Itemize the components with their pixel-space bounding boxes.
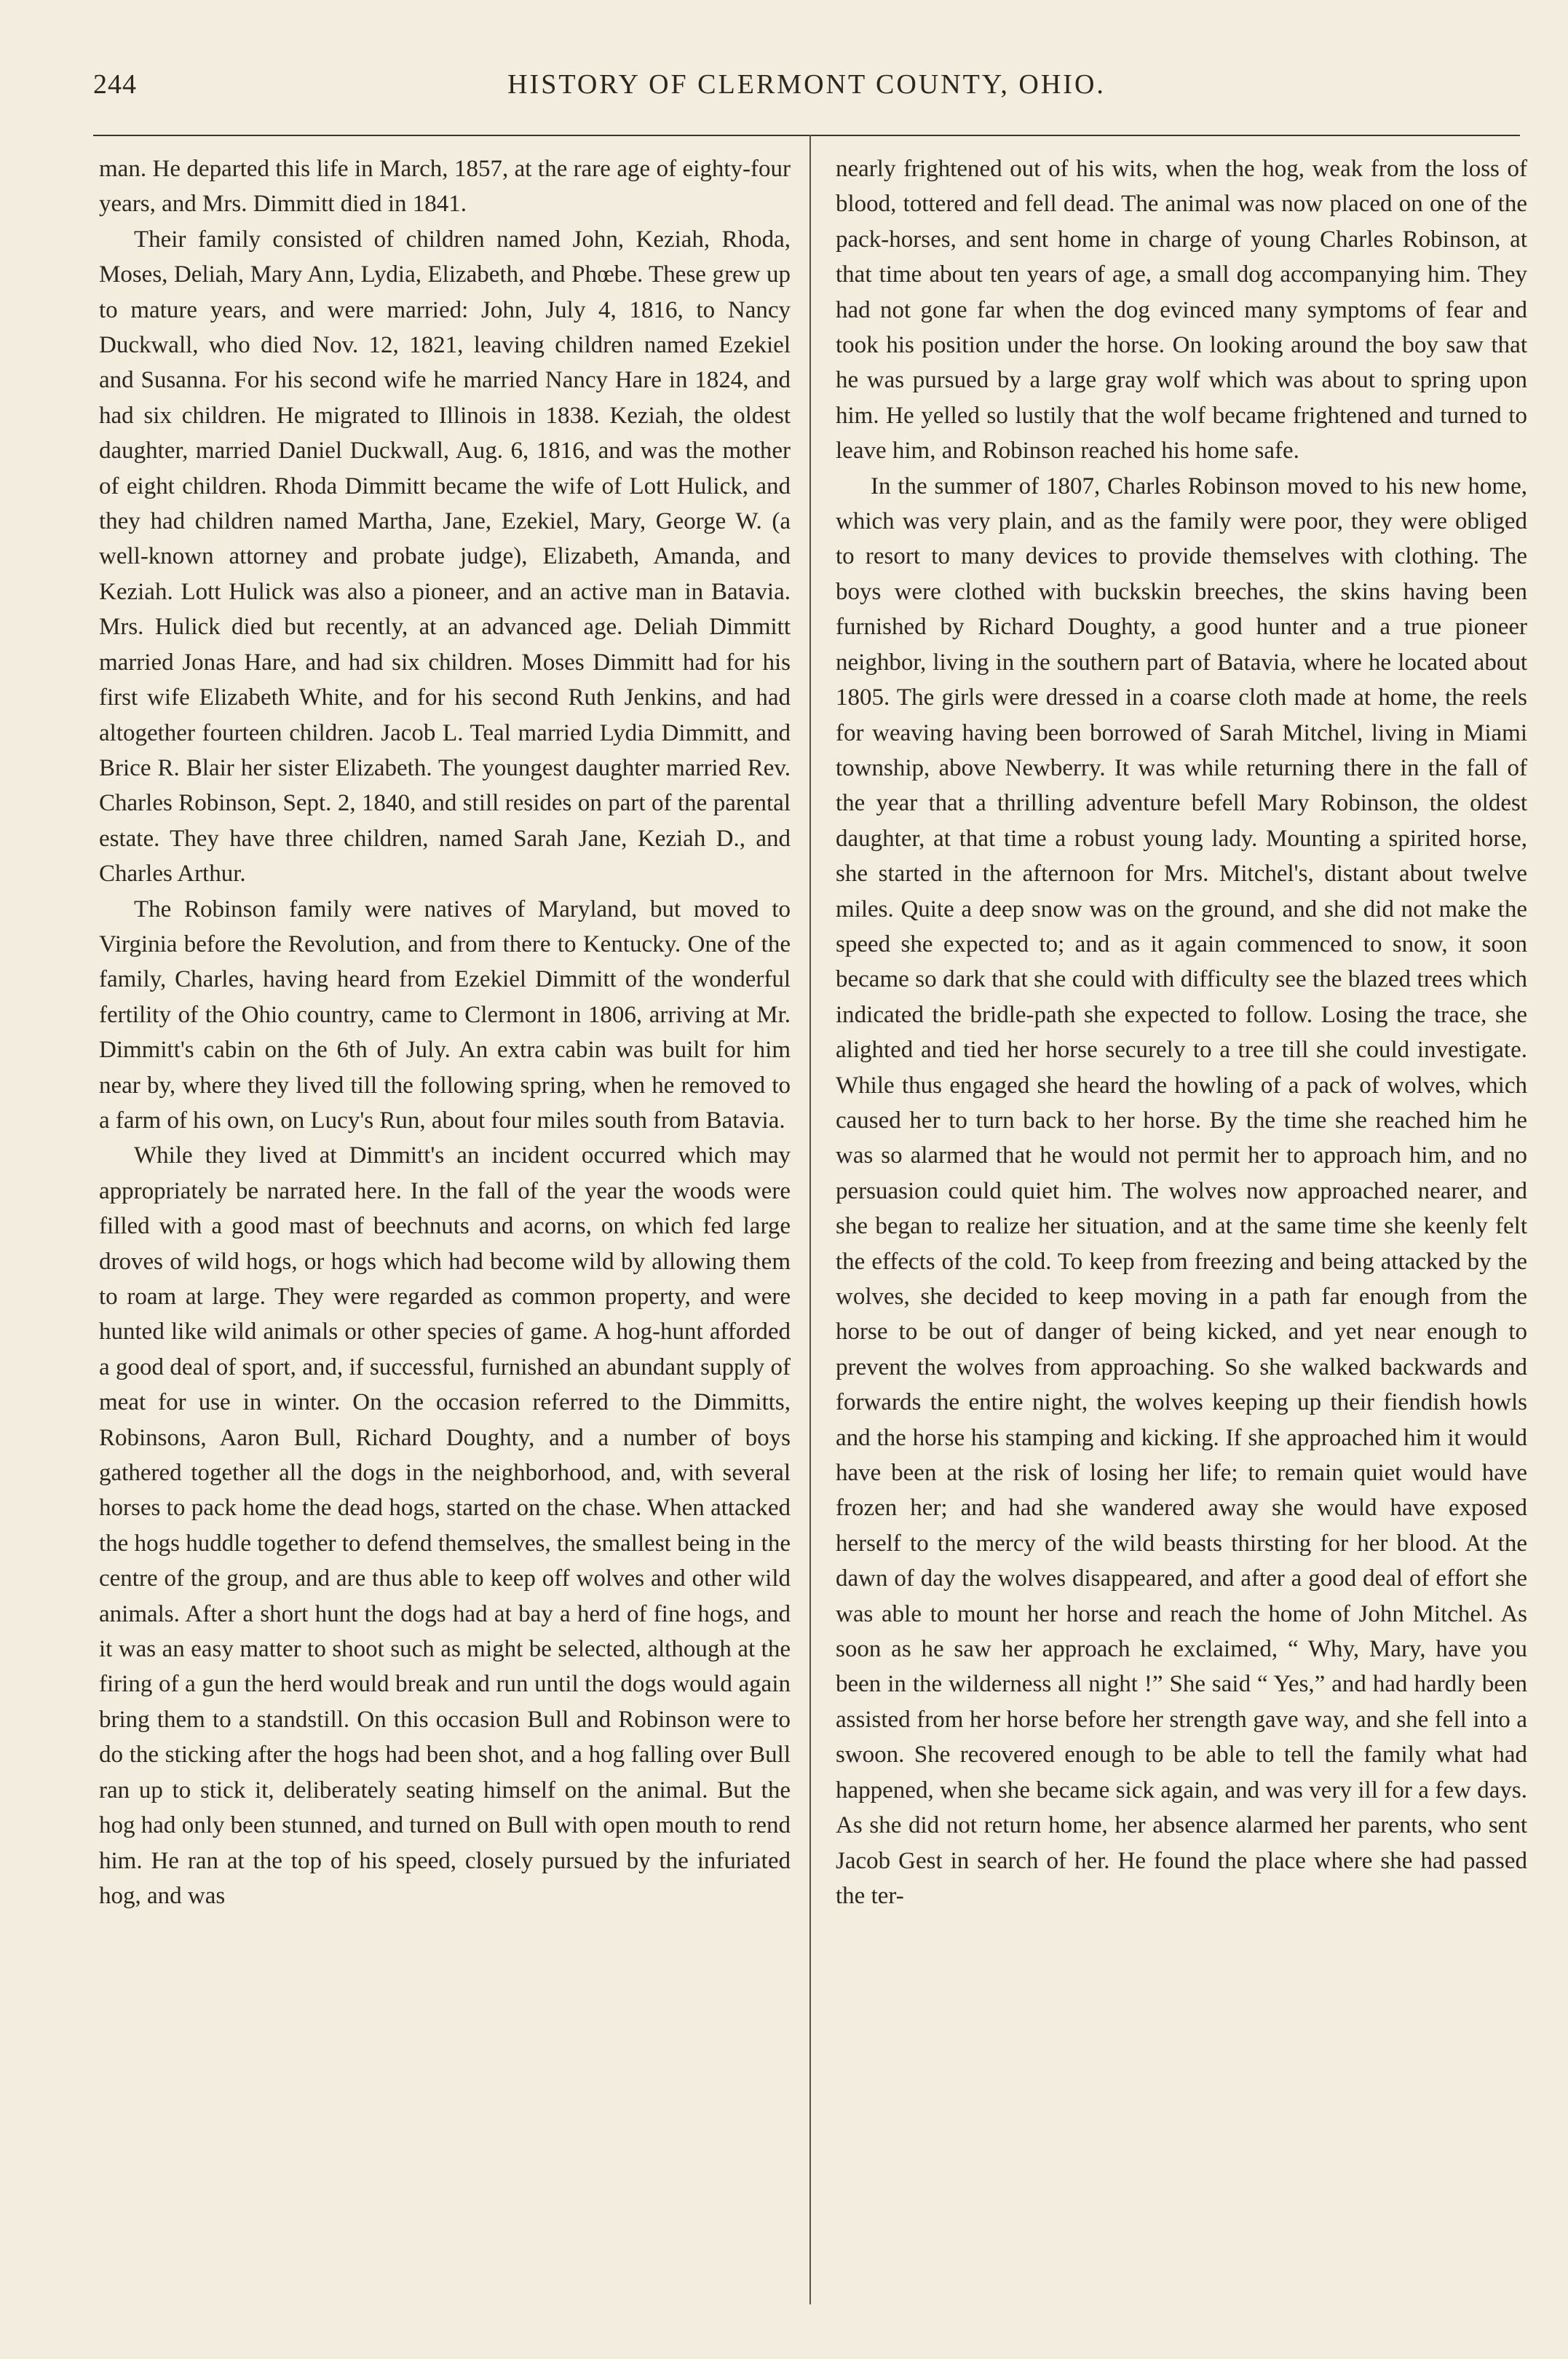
left-column: [99, 151, 791, 1913]
paragraph: man. He departed this life in March, 1857, at the rare age of eighty-four years, and Mrs. Dimmitt died in 1841.: [99, 156, 791, 218]
column-divider: [809, 135, 811, 2304]
page-number: 244: [93, 69, 137, 100]
paragraph: Their family consisted of children named John, Keziah, Rhoda, Moses, Deliah, Mary Ann, Lydia, Elizabeth, and Phœbe. These grew up to mature years, and were married: John, July 4, 1816, to Nancy Duckwall, who died Nov. 12, 1821, leaving children named Ezekiel and Susanna. For his second wife he married Nancy Hare in 1824, and had six children. He migrated to Illinois in 1838. Keziah, the oldest daughter, married Daniel Duckwall, Aug. 6, 1816, and was the mother of eight children. Rhoda Dimmitt became the wife of Lott Hulick, and they had children named Martha, Jane, Ezekiel, Mary, George W. (a well-known attorney and probate judge), Elizabeth, Amanda, and Keziah. Lott Hulick was also a pioneer, and an active man in Batavia. Mrs. Hulick died but recently, at an advanced age. Deliah Dimmitt married Jonas Hare, and had six children. Moses Dimmitt had for his first wife Elizabeth White, and for his second Ruth Jenkins, and had altogether fourteen children. Jacob L. Teal married Lydia Dimmitt, and Brice R. Blair her sister Elizabeth. The youngest daughter married Rev. Charles Robinson, Sept. 2, 1840, and still resides on part of the parental estate. They have three children, named Sarah Jane, Keziah D., and Charles Arthur.: [99, 226, 791, 888]
paragraph: While they lived at Dimmitt's an incident occurred which may appropriately be narrated here. In the fall of the year the woods were filled with a good mast of beechnuts and acorns, on which fed large droves of wild hogs, or hogs which had become wild by allowing them to roam at large. They were regarded as common property, and were hunted like wild animals or other species of game. A hog-hunt afforded a good deal of sport, and, if successful, furnished an abundant supply of meat for use in winter. On the occasion referred to the Dimmitts, Robinsons, Aaron Bull, Richard Doughty, and a number of boys gathered together all the dogs in the neighborhood, and, with several horses to pack home the dead hogs, started on the chase. When attacked the hogs huddle together to defend themselves, the smallest being in the centre of the group, and are thus able to keep off wolves and other wild animals. After a short hunt the dogs had at bay a herd of fine hogs, and it was an easy matter to shoot such as might be selected, although at the firing of a gun the herd would break and run until the dogs would again bring them to a standstill. On this occasion Bull and Robinson were to do the sticking after the hogs had been shot, and a hog falling over Bull ran up to stick it, deliberately seating himself on the animal. But the hog had only been stunned, and turned on Bull with open mouth to rend him. He ran at the top of his speed, closely pursued by the infuriated hog, and was: [99, 1142, 791, 1909]
right-column: [836, 151, 1527, 1913]
paragraph: In the summer of 1807, Charles Robinson moved to his new home, which was very plain, and as the family were poor, they were obliged to resort to many devices to provide themselves with clothing. The boys were clothed with buckskin breeches, the skins having been furnished by Richard Doughty, a good hunter and a true pioneer neighbor, living in the southern part of Batavia, where he located about 1805. The girls were dressed in a coarse cloth made at home, the reels for weaving having been borrowed of Sarah Mitchel, living in Miami township, above Newberry. It was while returning there in the fall of the year that a thrilling adventure befell Mary Robinson, the oldest daughter, at that time a robust young lady. Mounting a spirited horse, she started in the afternoon for Mrs. Mitchel's, distant about twelve miles. Quite a deep snow was on the ground, and she did not make the speed she expected to; and as it again commenced to snow, it soon became so dark that she could with difficulty see the blazed trees which indicated the bridle-path she expected to follow. Losing the trace, she alighted and tied her horse securely to a tree till she could investigate. While thus engaged she heard the howling of a pack of wolves, which caused her to turn back to her horse. By the time she reached him he was so alarmed that he would not permit her to approach him, and no persuasion could quiet him. The wolves now approached nearer, and she began to realize her situation, and at the same time she keenly felt the effects of the cold. To keep from freezing and being attacked by the wolves, she decided to keep moving in a path far enough from the horse to be out of danger of being kicked, and yet near enough to prevent the wolves from approaching. So she walked backwards and forwards the entire night, the wolves keeping up their fiendish howls and the horse his stamping and kicking. If she approached him it would have been at the risk of losing her life; to remain quiet would have frozen her; and had she wandered away she would have exposed herself to the mercy of the wild beasts thirsting for her blood. At the dawn of day the wolves disappeared, and after a good deal of effort she was able to mount her horse and reach the home of John Mitchel. As soon as he saw her approach he exclaimed, “ Why, Mary, have you been in the wilderness all night !” She said “ Yes,” and had hardly been assisted from her horse before her strength gave way, and she fell into a swoon. She recovered enough to be able to tell the family what had happened, when she became sick again, and was very ill for a few days. As she did not return home, her absence alarmed her parents, who sent Jacob Gest in search of her. He found the place where she had passed the ter-: [836, 473, 1527, 1909]
page-header: [93, 66, 1520, 109]
header-rule: [93, 135, 1520, 136]
paragraph: nearly frightened out of his wits, when the hog, weak from the loss of blood, tottered and fell dead. The animal was now placed on one of the pack-horses, and sent home in charge of young Charles Robinson, at that time about ten years of age, a small dog accompanying him. They had not gone far when the dog evinced many symptoms of fear and took his position under the horse. On looking around the boy saw that he was pursued by a large gray wolf which was about to spring upon him. He yelled so lustily that the wolf became frightened and turned to leave him, and Robinson reached his home safe.: [836, 156, 1527, 465]
paragraph: The Robinson family were natives of Maryland, but moved to Virginia before the Revolution, and from there to Kentucky. One of the family, Charles, having heard from Ezekiel Dimmitt of the wonderful fertility of the Ohio country, came to Clermont in 1806, arriving at Mr. Dimmitt's cabin on the 6th of July. An extra cabin was built for him near by, where they lived till the following spring, when he removed to a farm of his own, on Lucy's Run, about four miles south from Batavia.: [99, 896, 791, 1134]
running-title: HISTORY OF CLERMONT COUNTY, OHIO.: [507, 69, 1106, 100]
